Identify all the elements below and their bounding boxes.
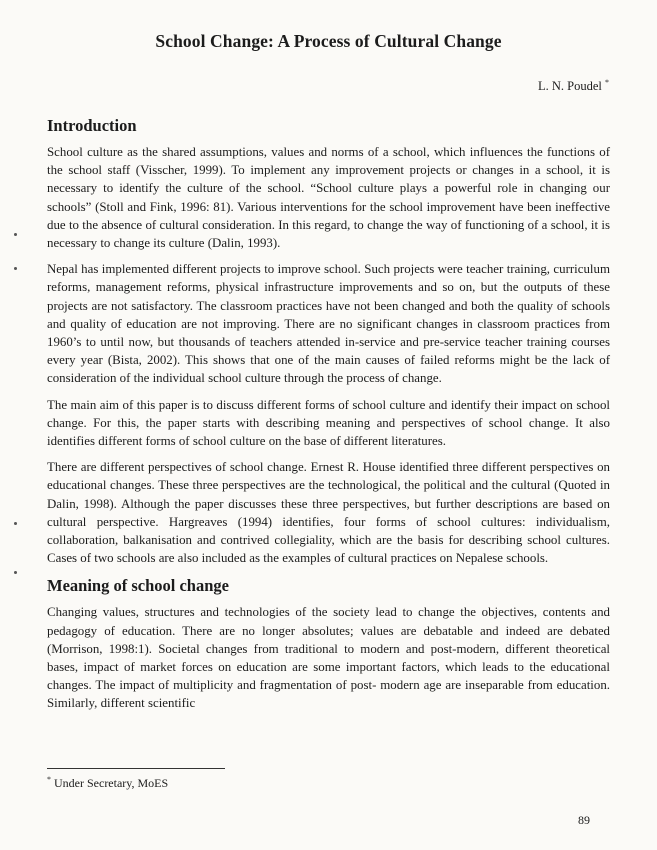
margin-speck — [14, 233, 17, 236]
author-line — [538, 78, 609, 94]
intro-paragraph-3: The main aim of this paper is to discuss different forms of school culture and identify their impact on school change. For this, the paper starts with describing meaning and perspectives of school change. It also identifies different forms of school culture on the base of different literatures. — [47, 397, 610, 449]
footnote-text: Under Secretary, MoES — [54, 776, 169, 790]
meaning-paragraph-1: Changing values, structures and technologies of the society lead to change the objectives, contents and pedagogy of education. There are no longer absolutes; values are debatable and indeed are debated (Morrison, 1998:1). Societal changes from traditional to modern and post-modern, different theoretical bases, impact of market forces on education are some important factors, which leads to the educational changes. The impact of multiplicity and fragmentation of post- modern age are inseparable from education. Similarly, different scientific — [47, 605, 610, 711]
footnote-divider — [47, 768, 225, 769]
body-content — [47, 115, 610, 721]
intro-paragraph-1: School culture as the shared assumptions, values and norms of a school, which influences the functions of the school staff (Visscher, 1999). To implement any improvement projects or changes in a school, it is necessary to identify the culture of the school. “School culture plays a powerful role in changing our schools” (Stoll and Fink, 1996: 81). Various interventions for the school improvement have been ineffective due to the absence of cultural consideration. In this regard, to change the way of functioning of a school, it is necessary to change its culture (Dalin, 1993). — [47, 145, 610, 251]
margin-speck — [14, 267, 17, 270]
section-heading-introduction: Introduction — [47, 116, 137, 135]
intro-paragraph-2: Nepal has implemented different projects to improve school. Such projects were teacher training, curriculum reforms, management reforms, physical infrastructure improvements and so on, but the outputs of these projects are not satisfactory. The classroom practices have not been changed and both the quality of schools and quality of education are not improving. There are no significant changes in classroom practices from 1960’s to until now, but thousands of teachers attended in-service and pre-service teacher training courses every year (Bista, 2002). This shows that one of the main causes of failed reforms might be the lack of consideration of the individual school culture through the process of change. — [47, 262, 610, 386]
section-heading-meaning: Meaning of school change — [47, 576, 229, 596]
author-name: L. N. Poudel — [537, 79, 602, 94]
footnote-mark: * — [47, 775, 51, 784]
page-number: 89 — [578, 813, 590, 827]
margin-speck — [14, 571, 17, 574]
paper-title: School Change: A Process of Cultural Change — [155, 31, 502, 51]
intro-paragraph-4: There are different perspectives of school change. Ernest R. House identified three different perspectives on educational changes. These three perspectives are the technological, the political and the cultural (Quoted in Dalin, 1998). Although the paper discusses these three perspectives, but further descriptions are based on cultural perspective. Hargreaves (1994) identifies, four forms of school cultures: individualism, collaboration, balkanisation and contrived collegiality, which are the basis for describing school cultures. Cases of two schools are also included as the examples of cultural practices on Nepalese schools. — [47, 460, 610, 566]
author-footnote-mark: * — [605, 78, 609, 87]
margin-speck — [14, 522, 17, 525]
footnote — [47, 775, 168, 791]
